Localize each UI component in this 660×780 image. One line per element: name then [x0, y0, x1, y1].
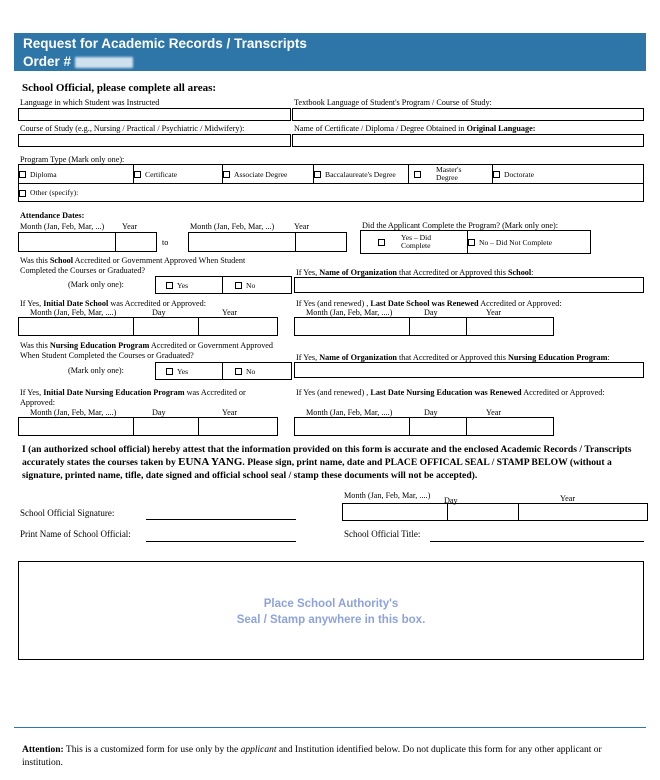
- school-renewed-month-input[interactable]: [295, 318, 410, 336]
- program-type-option-label: Diploma: [30, 169, 57, 179]
- nursing-renewed-date-label: [296, 388, 605, 398]
- school-initial-year-input[interactable]: [199, 318, 278, 336]
- school-accredited-yes-label: Yes: [177, 280, 189, 290]
- attendance-to-table: [188, 232, 347, 252]
- school-renewed-year-label: Year: [486, 308, 502, 317]
- school-org-label-emphasis: Name of Organization: [319, 268, 397, 277]
- certificate-name-input[interactable]: [292, 134, 644, 147]
- program-type-option-baccalaureate-degree[interactable]: [314, 165, 409, 184]
- attestation-paragraph: [22, 443, 642, 483]
- checkbox-icon[interactable]: [223, 171, 230, 178]
- attendance-to-month-input[interactable]: [189, 233, 296, 252]
- certificate-name-label-part1: Name of Certificate / Diploma / Degree Obtained in: [294, 124, 467, 133]
- checkbox-icon[interactable]: [166, 282, 173, 289]
- program-type-option-label: Master's Degree: [436, 164, 462, 182]
- checkbox-icon[interactable]: [314, 171, 321, 178]
- checkbox-icon[interactable]: [378, 239, 385, 246]
- school-renewed-year-input[interactable]: [467, 318, 554, 336]
- school-official-title-label: School Official Title:: [344, 529, 421, 539]
- nursing-initial-date-table: [18, 417, 278, 436]
- signature-date-year-input[interactable]: [519, 504, 648, 521]
- checkbox-icon[interactable]: [19, 190, 26, 197]
- program-type-table: [18, 164, 644, 202]
- nursing-accredited-q-part3: Accredited or Government: [149, 341, 239, 350]
- school-accredited-q-line2: Completed the Courses or Graduated?: [20, 266, 146, 275]
- school-org-label-part1: If Yes,: [296, 268, 320, 277]
- nursing-initial-date-label: [20, 388, 282, 408]
- school-renewed-day-label: Day: [424, 308, 438, 317]
- nursing-accredited-mark-label: (Mark only one):: [68, 366, 124, 375]
- completion-yes-label: Yes – Did Complete: [401, 232, 432, 250]
- school-accredited-q-emphasis: School: [49, 256, 74, 265]
- nursing-initial-year-input[interactable]: [199, 418, 278, 436]
- language-instructed-label: Language in which Student was Instructed: [20, 98, 160, 107]
- attestation-part1: I (an authorized school official) hereby attest that the information provided on this form is accurate and the enclosed Academic Records / Transcripts accurately states the courses taken by: [22, 444, 632, 469]
- nursing-initial-label-part1: If Yes,: [20, 388, 44, 397]
- school-initial-label-part3: was Accredited or Approved:: [108, 299, 207, 308]
- program-type-option-masters-degree[interactable]: [409, 165, 493, 184]
- nursing-org-label-emphasis: Name of Organization: [319, 353, 397, 362]
- school-renewed-date-table: [294, 317, 554, 336]
- school-accredited-q-part3: Accredited or Government Approved When Student: [73, 256, 246, 265]
- attendance-dates-label: Attendance Dates:: [20, 211, 85, 220]
- program-type-option-diploma[interactable]: [19, 165, 134, 184]
- nursing-renewed-day-label: Day: [424, 408, 438, 417]
- footer-applicant-emphasis: applicant: [240, 745, 277, 755]
- signature-date-month-input[interactable]: [343, 504, 448, 521]
- school-initial-year-label: Year: [222, 308, 238, 317]
- attendance-separator: to: [162, 238, 169, 247]
- checkbox-icon[interactable]: [493, 171, 500, 178]
- order-number-line: [23, 53, 646, 71]
- order-number-redaction: [75, 57, 133, 68]
- nursing-accredited-q-line2: Approved When Student Completed the Courses or Graduated?: [20, 341, 274, 360]
- nursing-org-label-part5: :: [607, 353, 610, 362]
- nursing-accredited-no[interactable]: [223, 363, 292, 380]
- form-header-band: [14, 33, 646, 71]
- school-initial-day-label: Day: [152, 308, 166, 317]
- print-name-input[interactable]: [146, 540, 296, 542]
- nursing-org-label-part1: If Yes,: [296, 353, 320, 362]
- school-accredited-yesno-table: [155, 276, 292, 294]
- nursing-accredited-q-part1: Was this: [20, 341, 50, 350]
- nursing-initial-label-emphasis: Initial Date Nursing Education Program: [43, 388, 185, 397]
- school-initial-month-label: Month (Jan, Feb, Mar, ....): [30, 308, 117, 317]
- checkbox-icon[interactable]: [468, 239, 475, 246]
- program-completion-question: Did the Applicant Complete the Program? (Mark only one):: [362, 221, 558, 230]
- program-type-option-associate-degree[interactable]: [223, 165, 314, 184]
- school-org-label-emphasis2: School: [507, 268, 532, 277]
- textbook-language-label: Textbook Language of Student's Program / Course of Study:: [294, 98, 492, 107]
- school-renewed-label-part1: If Yes (and renewed) ,: [296, 299, 371, 308]
- signature-date-day-input[interactable]: [448, 504, 519, 521]
- course-of-study-label: Course of Study (e.g., Nursing / Practical / Psychiatric / Midwifery):: [20, 124, 245, 133]
- nursing-renewed-label-part1: If Yes (and renewed) ,: [296, 388, 371, 397]
- program-type-option-label: Associate Degree: [234, 169, 288, 179]
- attendance-from-year-label: Year: [122, 222, 138, 231]
- seal-instruction-line2: Seal / Stamp anywhere in this box.: [236, 614, 426, 626]
- school-accredited-no[interactable]: [223, 277, 292, 294]
- checkbox-icon[interactable]: [134, 171, 141, 178]
- nursing-initial-day-label: Day: [152, 408, 166, 417]
- signature-date-year-label: Year: [560, 494, 576, 503]
- nursing-renewed-month-input[interactable]: [295, 418, 410, 436]
- completion-option-no[interactable]: [468, 231, 591, 254]
- school-official-signature-input[interactable]: [146, 518, 296, 520]
- program-type-option-label: Doctorate: [504, 169, 534, 179]
- textbook-language-input[interactable]: [292, 108, 644, 121]
- nursing-initial-day-input[interactable]: [134, 418, 199, 436]
- program-type-option-certificate[interactable]: [134, 165, 223, 184]
- course-of-study-input[interactable]: [18, 134, 291, 147]
- attendance-to-year-label: Year: [294, 222, 310, 231]
- program-type-label: Program Type (Mark only one):: [20, 155, 125, 164]
- school-accrediting-org-input[interactable]: [294, 277, 644, 293]
- complete-all-areas-instruction: School Official, please complete all areas:: [22, 82, 217, 94]
- school-initial-label-part1: If Yes,: [20, 299, 44, 308]
- school-official-signature-label: School Official Signature:: [20, 508, 115, 518]
- applicant-name: EUNA YANG: [178, 456, 243, 469]
- signature-date-table: [342, 503, 648, 521]
- attestation-part2: . Please sign, print name, date and PLACE OFFICAL SEAL / STAMP BELOW (without a signature, printed name, tifle, date signed and official school seal / stamp these documents will not be accepted).: [22, 457, 612, 482]
- nursing-renewed-date-table: [294, 417, 554, 436]
- school-org-label-part5: :: [531, 268, 534, 277]
- school-accredited-q-part1: Was this: [20, 256, 50, 265]
- school-initial-day-input[interactable]: [134, 318, 199, 336]
- attendance-to-month-label: Month (Jan, Feb, Mar, ...): [190, 222, 275, 231]
- program-type-row: [19, 165, 644, 184]
- attendance-from-month-label: Month (Jan, Feb, Mar, ...): [20, 222, 105, 231]
- nursing-accredited-yes-label: Yes: [177, 366, 189, 376]
- certificate-name-label-emphasis: Original Language: [466, 124, 533, 133]
- footer-text-part2: and Institution identified below. Do not duplicate this form for any other applicant or institution.: [22, 745, 602, 768]
- seal-instruction-text: [18, 596, 644, 628]
- program-type-option-other[interactable]: [19, 184, 644, 202]
- language-instructed-input[interactable]: [18, 108, 291, 121]
- order-number-label: Order #: [23, 54, 72, 69]
- school-org-label-part3: that Accredited or Approved this: [396, 268, 508, 277]
- nursing-accredited-yesno-table: [155, 362, 292, 380]
- school-renewed-month-label: Month (Jan, Feb, Mar, ....): [306, 308, 393, 317]
- school-official-title-input[interactable]: [430, 540, 644, 542]
- nursing-initial-label-part3: was Accredited or Approved:: [20, 388, 246, 407]
- attendance-from-table: [18, 232, 157, 252]
- school-initial-date-table: [18, 317, 278, 336]
- program-type-option-doctorate[interactable]: [493, 165, 644, 184]
- footer-text-part1: This is a customized form for use only by the: [63, 745, 241, 755]
- nursing-accrediting-org-input[interactable]: [294, 362, 644, 378]
- school-renewed-day-input[interactable]: [410, 318, 467, 336]
- checkbox-icon[interactable]: [414, 171, 421, 178]
- nursing-accredited-question: [20, 341, 282, 361]
- seal-instruction-line1: Place School Authority's: [263, 598, 399, 610]
- program-type-option-label: Baccalaureate's Degree: [325, 169, 396, 179]
- attendance-to-year-input[interactable]: [296, 233, 347, 252]
- school-renewed-label-part3: Accredited or Approved:: [478, 299, 562, 308]
- attendance-from-month-input[interactable]: [19, 233, 116, 252]
- nursing-renewed-year-label: Year: [486, 408, 502, 417]
- school-accredited-mark-label: (Mark only one):: [68, 280, 124, 289]
- certificate-name-label: [294, 124, 536, 134]
- checkbox-icon[interactable]: [166, 368, 173, 375]
- nursing-org-label-emphasis2: Nursing Education Program: [507, 353, 608, 362]
- signature-date-month-label: Month (Jan, Feb, Mar, ....): [344, 491, 431, 500]
- nursing-renewed-day-input[interactable]: [410, 418, 467, 436]
- program-type-option-label: Certificate: [145, 169, 178, 179]
- program-type-other-row: [19, 184, 644, 202]
- nursing-renewed-label-part3: Accredited or Approved:: [521, 388, 605, 397]
- signature-date-day-label: Day: [444, 496, 458, 505]
- school-renewed-label-emphasis: Last Date School was Renewed: [370, 299, 479, 308]
- footer-attention-note: [22, 744, 642, 770]
- program-type-other-label: Other (specify):: [30, 188, 79, 197]
- nursing-renewed-label-emphasis: Last Date Nursing Education was Renewed: [370, 388, 522, 397]
- nursing-org-label-part3: that Accredited or Approved this: [396, 353, 508, 362]
- nursing-initial-month-label: Month (Jan, Feb, Mar, ....): [30, 408, 117, 417]
- nursing-accredited-q-emphasis: Nursing Education Program: [49, 341, 150, 350]
- school-accredited-question: [20, 256, 270, 276]
- nursing-accredited-no-label: No: [246, 366, 256, 376]
- nursing-accredited-yes[interactable]: [156, 363, 223, 380]
- checkbox-icon[interactable]: [235, 368, 242, 375]
- checkbox-icon[interactable]: [235, 282, 242, 289]
- school-accredited-no-label: No: [246, 280, 256, 290]
- checkbox-icon[interactable]: [19, 171, 26, 178]
- program-completion-table: [360, 230, 591, 254]
- attendance-from-year-input[interactable]: [116, 233, 157, 252]
- completion-no-label: No – Did Not Complete: [479, 237, 552, 247]
- nursing-renewed-month-label: Month (Jan, Feb, Mar, ....): [306, 408, 393, 417]
- school-accredited-yes[interactable]: [156, 277, 223, 294]
- certificate-name-label-part3: :: [532, 124, 536, 133]
- nursing-renewed-year-input[interactable]: [467, 418, 554, 436]
- print-name-label: Print Name of School Official:: [20, 529, 131, 539]
- completion-option-yes[interactable]: [361, 231, 468, 254]
- school-initial-label-emphasis: Initial Date School: [43, 299, 109, 308]
- form-title: Request for Academic Records / Transcripts: [23, 36, 307, 51]
- nursing-initial-year-label: Year: [222, 408, 238, 417]
- footer-divider: [14, 727, 646, 728]
- school-initial-month-input[interactable]: [19, 318, 134, 336]
- nursing-initial-month-input[interactable]: [19, 418, 134, 436]
- footer-attention-label: Attention:: [22, 745, 64, 755]
